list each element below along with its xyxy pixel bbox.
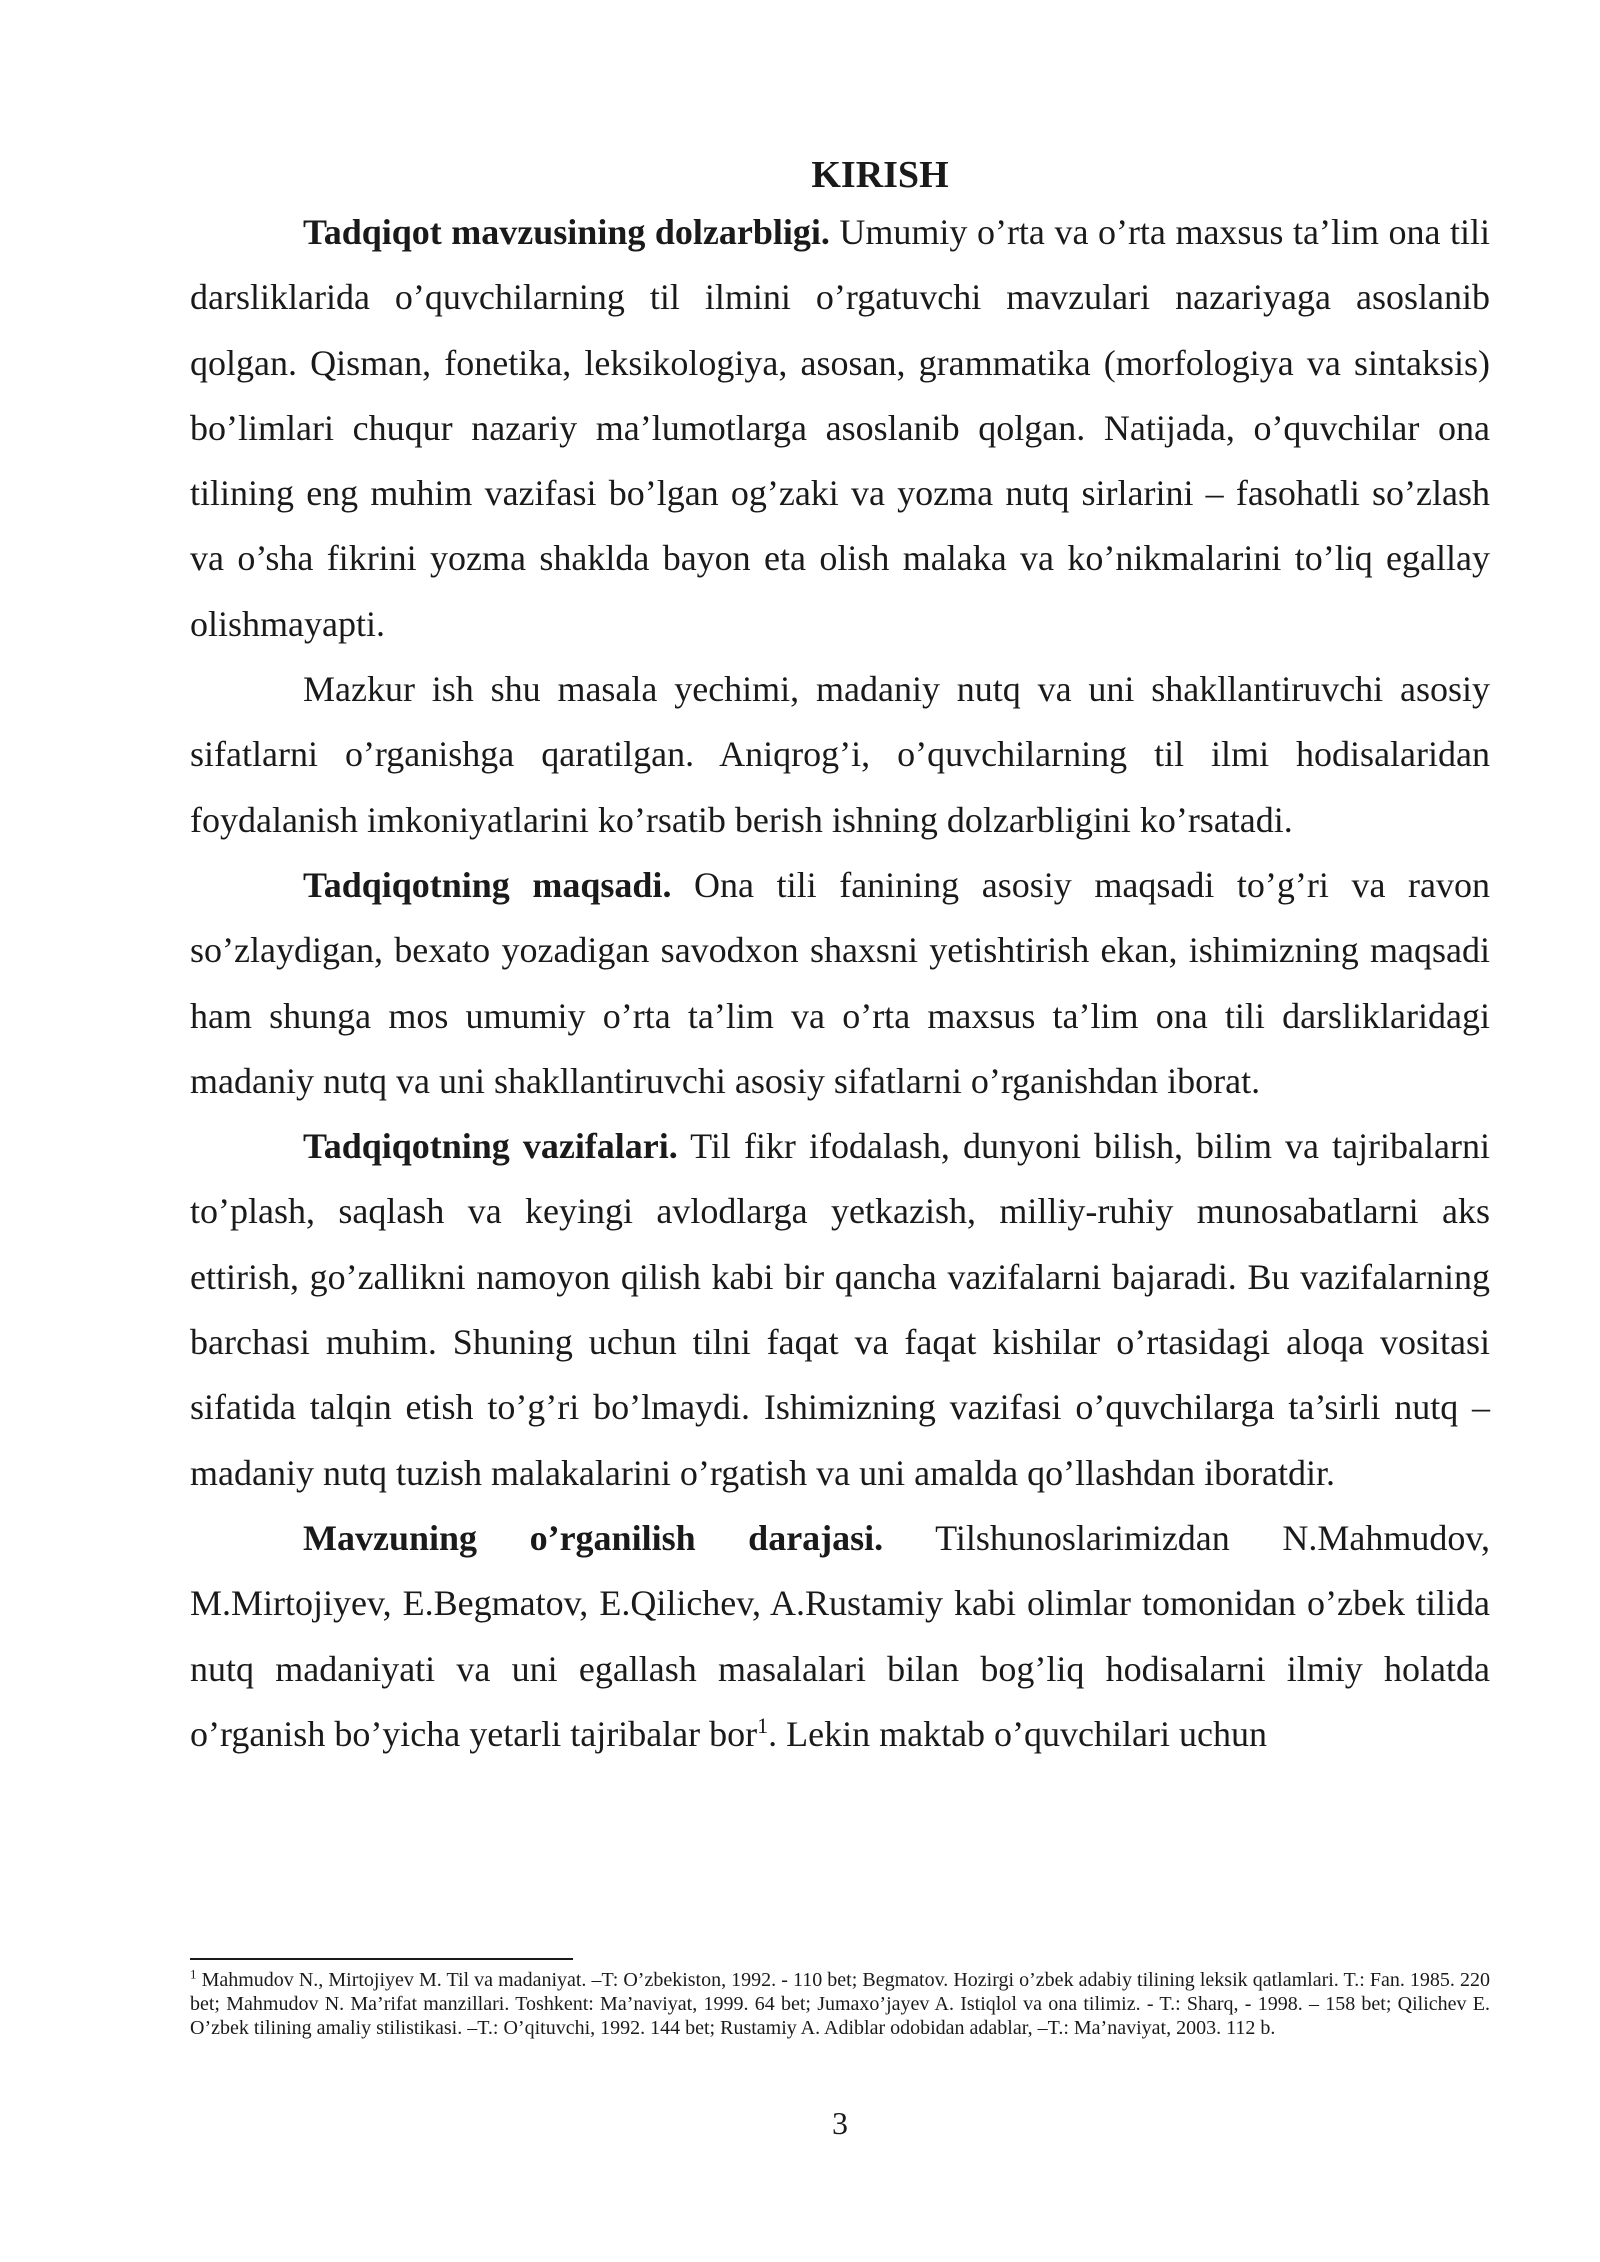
paragraph-tail: . Lekin maktab o’quvchilari uchun <box>768 1713 1267 1754</box>
paragraph-relevance-cont <box>190 657 1490 853</box>
page-number: 3 <box>832 2105 848 2141</box>
paragraph-lead: Tadqiqotning vazifalari. <box>303 1126 678 1167</box>
footnote-separator <box>190 1958 573 1960</box>
paragraph-lead: Tadqiqot mavzusining dolzarbligi. <box>303 212 830 252</box>
paragraph-body: Tilshunoslarimizdan N.Mahmudov, M.Mirtojiyev, E.Begmatov, E.Qilichev, A.Rustamiy kabi olimlar tomonidan o’zbek tilida nutq madaniyati va uni egallash masalalari bilan bog’liq hodisalarni ilmiy holatda o’rganish bo’yicha yetarli tajribalar bor <box>190 1517 1490 1754</box>
paragraph-body: Til fikr ifodalash, dunyoni bilish, bilim va tajribalarni to’plash, saqlash va keyingi avlodlarga yetkazish, milliy-ruhiy munosabatlarni aks ettirish, go’zallikni namoyon qilish kabi bir qancha vazifalarni bajaradi. Bu vazifalarning barchasi muhim. Shuning uchun tilni faqat va faqat kishilar o’rtasidagi aloqa vositasi sifatida talqin etish to’g’ri bo’lmaydi. Ishimizning vazifasi o’quvchilarga ta’sirli nutq – madaniy nutq tuzish malakalarini o’rgatish va uni amalda qo’llashdan iboratdir. <box>190 1126 1490 1493</box>
footnote-reference[interactable]: 1 <box>757 1712 769 1738</box>
paragraph-body: Umumiy o’rta va o’rta maxsus ta’lim ona tili darsliklarida o’quvchilarning til ilmini o’rgatuvchi mavzulari nazariyaga asoslanib qolgan. Qisman, fonetika, leksikologiya, asosan, grammatika (morfologiya va sintaksis) bo’limlari chuqur nazariy ma’lumotlarga asoslanib qolgan. Natijada, o’quvchilar ona tilining eng muhim vazifasi bo’lgan og’zaki va yozma nutq sirlarini – fasohatli so’zlash va o’sha fikrini yozma shaklda bayon eta olish malaka va ko’nikmalarini to’liq egallay olishmayapti. <box>190 212 1490 644</box>
document-page <box>190 150 1490 1767</box>
paragraph-lead: Mavzuning o’rganilish darajasi. <box>303 1517 884 1558</box>
footnote <box>190 1968 1490 2040</box>
paragraph-relevance <box>190 200 1490 657</box>
footnote-marker: 1 <box>190 1966 197 1982</box>
page-title: KIRISH <box>811 154 949 196</box>
paragraph-study-level <box>190 1506 1490 1767</box>
paragraph-aim <box>190 853 1490 1114</box>
paragraph-body: Mazkur ish shu masala yechimi, madaniy nutq va uni shakllantiruvchi asosiy sifatlarni o’rganishga qaratilgan. Aniqrog’i, o’quvchilarning til ilmi hodisalaridan foydalanish imkoniyatlarini ko’rsatib berish ishning dolzarbligini ko’rsatadi. <box>190 669 1490 840</box>
paragraph-lead: Tadqiqotning maqsadi. <box>303 864 672 905</box>
footnote-text: Mahmudov N., Mirtojiyev M. Til va madaniyat. –T: O’zbekiston, 1992. - 110 bet; Begmatov. Hozirgi o’zbek adabiy tilining leksik qatlamlari. T.: Fan. 1985. 220 bet; Mahmudov N. Ma’rifat manzillari. Toshkent: Ma’naviyat, 1999. 64 bet; Jumaxo’jayev A. Istiqlol va ona tilimiz. - T.: Sharq, - 1998. – 158 bet; Qilichev E. O’zbek tilining amaliy stilistikasi. –T.: O’qituvchi, 1992. 144 bet; Rustamiy A. Adiblar odobidan adablar, –T.: Ma’naviyat, 2003. 112 b. <box>190 1969 1490 2039</box>
paragraph-tasks <box>190 1114 1490 1506</box>
paragraph-body: Ona tili fanining asosiy maqsadi to’g’ri va ravon so’zlaydigan, bexato yozadigan savodxon shaxsni yetishtirish ekan, ishimizning maqsadi ham shunga mos umumiy o’rta ta’lim va o’rta maxsus ta’lim ona tili darsliklaridagi madaniy nutq va uni shakllantiruvchi asosiy sifatlarni o’rganishdan iborat. <box>190 864 1491 1101</box>
